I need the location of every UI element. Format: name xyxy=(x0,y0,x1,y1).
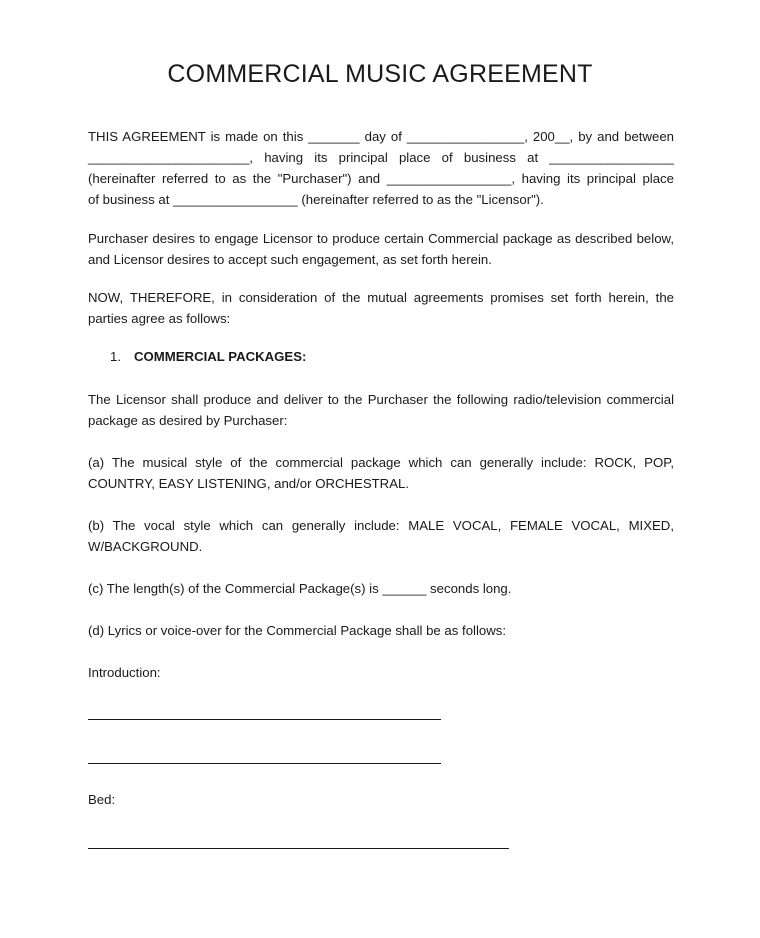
intro-line-4: of business at _________________ (hereinafter referred to as the "Licensor"). xyxy=(88,192,544,207)
item-a: (a) The musical style of the commercial package which can generally include: ROCK, POP, COUNTRY, EASY LISTENING, and/or ORCHESTRAL. xyxy=(88,455,674,491)
intro-line-3: (hereinafter referred to as the "Purchaser") and _________________, having its principal place xyxy=(88,171,674,186)
intro-line-2: ______________________, having its principal place of business at _________________ xyxy=(88,150,674,165)
consideration-paragraph: NOW, THEREFORE, in consideration of the mutual agreements promises set forth herein, the parties agree as follows: xyxy=(88,290,674,326)
purpose-paragraph: Purchaser desires to engage Licensor to produce certain Commercial package as described below, and Licensor desires to accept such engagement, as set forth herein. xyxy=(88,231,674,267)
introduction-blank-line-2[interactable] xyxy=(88,763,441,764)
document-title: COMMERCIAL MUSIC AGREEMENT xyxy=(167,60,593,88)
introduction-label: Introduction: xyxy=(88,665,161,680)
intro-line-1: THIS AGREEMENT is made on this _______ day of ________________, 200__, by and between xyxy=(88,129,674,144)
section-1-heading xyxy=(110,346,306,367)
item-b: (b) The vocal style which can generally include: MALE VOCAL, FEMALE VOCAL, MIXED, W/BACKGROUND. xyxy=(88,518,674,554)
section-number: 1. xyxy=(110,349,121,364)
section-title: COMMERCIAL PACKAGES: xyxy=(134,349,307,364)
item-c: (c) The length(s) of the Commercial Package(s) is ______ seconds long. xyxy=(88,581,512,596)
bed-label: Bed: xyxy=(88,792,116,807)
section-1-intro: The Licensor shall produce and deliver to the Purchaser the following radio/television commercial package as desired by Purchaser: xyxy=(88,392,674,428)
introduction-blank-line-1[interactable] xyxy=(88,719,441,720)
bed-blank-line[interactable] xyxy=(88,848,509,849)
item-d: (d) Lyrics or voice-over for the Commercial Package shall be as follows: xyxy=(88,623,507,638)
